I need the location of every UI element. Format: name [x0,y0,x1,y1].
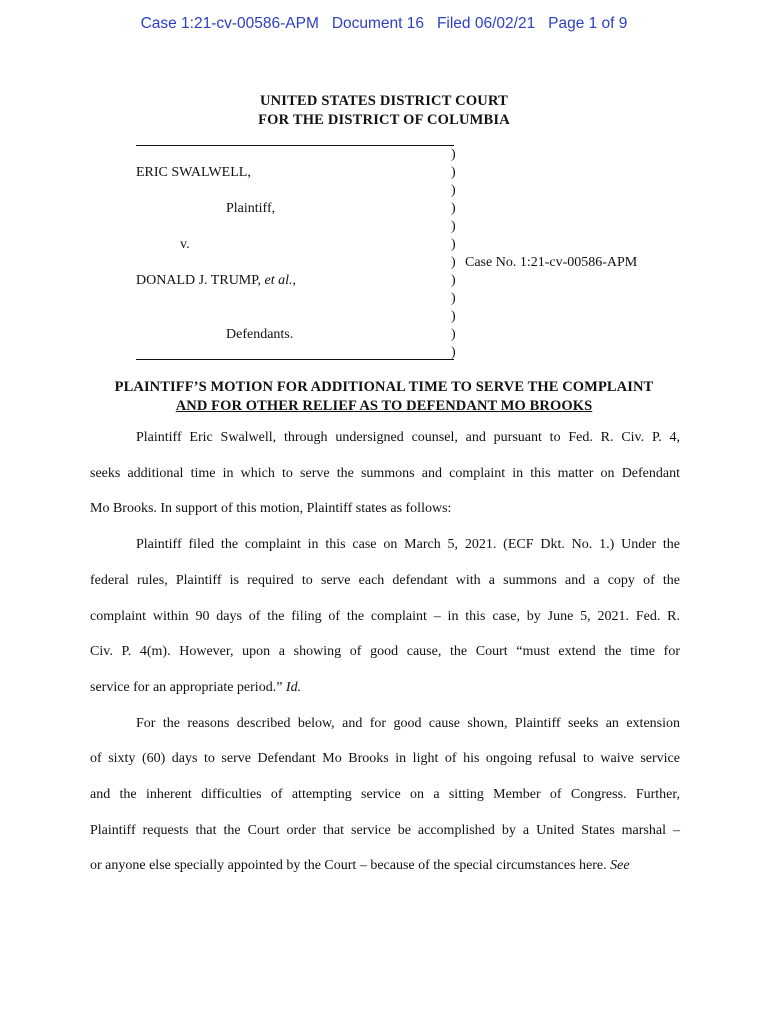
body-line: complaint within 90 days of the filing of the complaint – in this case, by June 5, 2021. Fed. R. [90,608,680,624]
caption-paren: ) [451,219,456,234]
court-name: UNITED STATES DISTRICT COURT [259,93,509,109]
paragraph-1 [90,420,680,527]
caption-paren: ) [451,237,456,252]
body-line: For the reasons described below, and for good cause shown, Plaintiff seeks an extension [136,715,680,731]
defendant-suffix: , [292,273,296,288]
motion-body [90,420,680,884]
body-line: of sixty (60) days to serve Defendant Mo Brooks in light of his ongoing refusal to waive service [90,751,680,767]
caption-paren: ) [451,201,456,216]
caption-plaintiff-name: ERIC SWALWELL, [136,165,251,180]
body-line-text: service for an appropriate period.” [90,679,283,695]
motion-title-line2-text: AND FOR OTHER RELIEF AS TO DEFENDANT MO BROOKS [175,398,593,414]
body-line-with-signal [90,848,680,884]
citation-id: Id. [285,679,302,695]
body-line-with-cite [90,670,680,706]
ecf-header-stamp [0,15,768,33]
citation-see: See [610,858,630,874]
caption-paren: ) [451,183,456,198]
caption-top-rule [136,145,454,146]
caption-paren: ) [451,165,456,180]
body-line: seeks additional time in which to serve the summons and complaint in this matter on Defendant [90,465,680,481]
caption-defendant-name [136,272,296,290]
body-line: Plaintiff requests that the Court order that service be accomplished by a United States marshal – [90,822,680,838]
caption-paren: ) [451,345,456,360]
caption-paren: ) [451,327,456,342]
stamp-document-number: Document 16 [331,15,425,32]
stamp-filed-date: Filed 06/02/21 [436,15,536,32]
body-line: Plaintiff Eric Swalwell, through undersigned counsel, and pursuant to Fed. R. Civ. P. 4, [136,430,680,445]
caption-paren: ) [451,291,456,306]
defendant-et-al: et al. [264,273,293,288]
motion-title-line1: PLAINTIFF’S MOTION FOR ADDITIONAL TIME TO SERVE THE COMPLAINT [114,379,654,395]
court-district: FOR THE DISTRICT OF COLUMBIA [258,112,510,128]
stamp-page-number: Page 1 of 9 [548,15,628,32]
caption-plaintiff-role: Plaintiff, [226,201,276,216]
caption-paren: ) [451,147,456,162]
motion-title-line2 [0,398,768,415]
caption-case-number: Case No. 1:21-cv-00586-APM [465,255,638,270]
defendant-name: DONALD J. TRUMP, [136,273,261,288]
body-line: Civ. P. 4(m). However, upon a showing of good cause, the Court “must extend the time for [90,644,680,660]
body-line: federal rules, Plaintiff is required to serve each defendant with a summons and a copy of the [90,572,680,588]
body-line: Plaintiff filed the complaint in this case on March 5, 2021. (ECF Dkt. No. 1.) Under the [136,537,680,553]
paragraph-2 [90,527,680,706]
body-line-text: or anyone else specially appointed by the Court – because of the special circumstances here. [90,858,607,874]
body-line: and the inherent difficulties of attempting service on a sitting Member of Congress. Further, [90,787,680,803]
caption-defendant-role: Defendants. [226,327,294,342]
caption-paren: ) [451,255,456,270]
paragraph-3 [90,706,680,885]
caption-versus: v. [180,237,190,252]
caption-paren: ) [451,309,456,324]
caption-paren-column [451,146,456,362]
caption-bottom-rule [136,359,454,360]
caption-paren: ) [451,273,456,288]
body-line: Mo Brooks. In support of this motion, Plaintiff states as follows: [90,501,452,517]
stamp-case-number: Case 1:21-cv-00586-APM [140,15,319,32]
